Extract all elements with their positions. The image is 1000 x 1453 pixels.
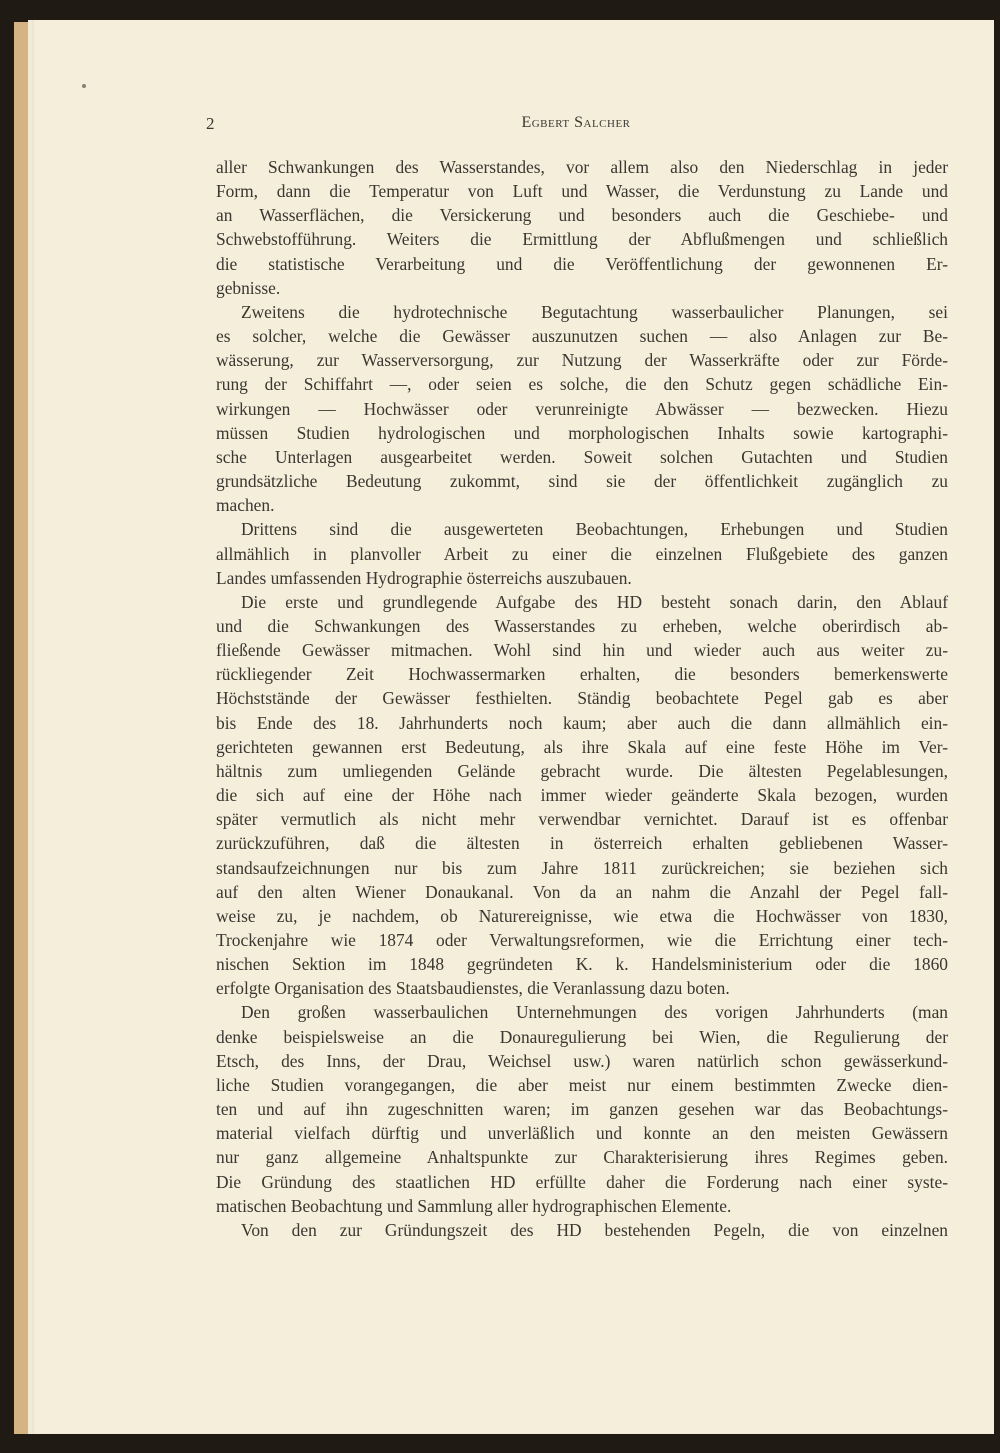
text-line: Etsch, des Inns, der Drau, Weichsel usw.) waren natürlich schon gewässerkund- — [216, 1050, 948, 1071]
paragraph — [216, 517, 948, 589]
text-line: es solcher, welche die Gewässer auszunutzen suchen — also Anlagen zur Be- — [216, 326, 948, 347]
text-line: grundsätzliche Bedeutung zukommt, sind sie der öffentlichkeit zugänglich zu — [216, 471, 948, 492]
text-line: hältnis zum umliegenden Gelände gebracht wurde. Die ältesten Pegelablesungen, — [216, 760, 948, 781]
text-line: Form, dann die Temperatur von Luft und Wasser, die Verdunstung zu Lande und — [216, 181, 948, 202]
body-text — [216, 155, 948, 1242]
text-line: rung der Schiffahrt —, oder seien es solche, die den Schutz gegen schädliche Ein- — [216, 374, 948, 395]
text-line: Zweitens die hydrotechnische Begutachtung wasserbaulicher Planungen, sei — [241, 301, 948, 322]
text-line: die statistische Verarbeitung und die Veröffentlichung der gewonnenen Er- — [216, 253, 948, 274]
text-line: nur ganz allgemeine Anhaltspunkte zur Charakterisierung ihres Regimes geben. — [216, 1147, 948, 1168]
text-line: aller Schwankungen des Wasserstandes, vor allem also den Niederschlag in jeder — [216, 157, 948, 177]
book-edge-strip — [14, 22, 29, 1434]
text-line: standsaufzeichnungen nur bis zum Jahre 1811 zurückreichen; sie beziehen sich — [216, 857, 948, 878]
text-line: Die Gründung des staatlichen HD erfüllte daher die Forderung nach einer syste- — [216, 1171, 948, 1192]
text-line: Trockenjahre wie 1874 oder Verwaltungsreformen, wie die Errichtung einer tech- — [216, 930, 948, 950]
text-line: rückliegender Zeit Hochwassermarken erhalten, die besonders bemerkenswerte — [216, 664, 948, 685]
text-line: ten und auf ihn zugeschnitten waren; im ganzen gesehen war das Beobachtungs- — [216, 1099, 948, 1120]
paragraph — [216, 1218, 948, 1242]
paragraph — [216, 155, 948, 300]
text-line: Drittens sind die ausgewerteten Beobachtungen, Erhebungen und Studien — [241, 519, 948, 540]
text-line: Landes umfassenden Hydrographie österreichs auszubauen. — [216, 567, 632, 588]
text-line: Die erste und grundlegende Aufgabe des HD besteht sonach darin, den Ablauf — [241, 591, 948, 612]
text-line: wirkungen — Hochwässer oder verunreinigte Abwässer — bezwecken. Hiezu — [216, 398, 948, 419]
text-line: wässerung, zur Wasserversorgung, zur Nutzung der Wasserkräfte oder zur Förde- — [216, 350, 948, 371]
paragraph — [216, 300, 948, 517]
text-line: gerichteten gewannen erst Bedeutung, als ihre Skala auf eine feste Höhe im Ver- — [216, 736, 948, 757]
text-line: die sich auf eine der Höhe nach immer wieder geänderte Skala bezogen, wurden — [216, 785, 948, 806]
page-header — [206, 114, 946, 136]
text-line: erfolgte Organisation des Staatsbaudienstes, die Veranlassung dazu boten. — [216, 978, 730, 999]
text-line: allmählich in planvoller Arbeit zu einer die einzelnen Flußgebiete des ganzen — [216, 543, 948, 564]
text-line: gebnisse. — [216, 277, 281, 298]
paper-speck — [82, 84, 86, 88]
text-line: sche Unterlagen ausgearbeitet werden. Soweit solchen Gutachten und Studien — [216, 446, 948, 467]
text-line: an Wasserflächen, die Versickerung und besonders auch die Geschiebe- und — [216, 205, 948, 226]
text-line: später vermutlich als nicht mehr verwendbar vernichtet. Darauf ist es offenbar — [216, 809, 948, 830]
page-number: 2 — [206, 114, 215, 133]
text-line: matischen Beobachtung und Sammlung aller hydrographischen Elemente. — [216, 1195, 732, 1216]
paragraph — [216, 590, 948, 1001]
text-line: Den großen wasserbaulichen Unternehmungen des vorigen Jahrhunderts (man — [241, 1002, 948, 1023]
text-line: bis Ende des 18. Jahrhunderts noch kaum; aber auch die dann allmählich ein- — [216, 712, 948, 733]
text-line: Von den zur Gründungszeit des HD bestehenden Pegeln, die von einzelnen — [241, 1219, 948, 1240]
text-line: machen. — [216, 495, 275, 516]
text-line: material vielfach dürftig und unverläßlich und konnte an den meisten Gewässern — [216, 1123, 948, 1144]
running-head-author: Egbert Salcher — [521, 114, 631, 131]
text-line: auf den alten Wiener Donaukanal. Von da an nahm die Anzahl der Pegel fall- — [216, 881, 948, 902]
paragraph — [216, 1000, 948, 1217]
text-line: fließende Gewässer mitmachen. Wohl sind hin und wieder auch aus weiter zu- — [216, 640, 948, 661]
text-line: nischen Sektion im 1848 gegründeten K. k. Handelsministerium oder die 1860 — [216, 954, 948, 975]
text-line: denke beispielsweise an die Donauregulierung bei Wien, die Regulierung der — [216, 1026, 948, 1047]
text-line: müssen Studien hydrologischen und morphologischen Inhalts sowie kartographi- — [216, 422, 948, 443]
text-line: und die Schwankungen des Wasserstandes zu erheben, welche oberirdisch ab- — [216, 615, 948, 636]
text-line: liche Studien vorangegangen, die aber meist nur einem bestimmten Zwecke dien- — [216, 1074, 948, 1095]
text-line: zurückzuführen, daß die ältesten in österreich erhalten gebliebenen Wasser- — [216, 833, 948, 854]
text-line: Höchststände der Gewässer festhielten. Ständig beobachtete Pegel gab es aber — [216, 688, 948, 709]
text-line: weise zu, je nachdem, ob Naturereignisse, wie etwa die Hochwässer von 1830, — [216, 905, 948, 926]
text-line: Schwebstofführung. Weiters die Ermittlung der Abflußmengen und schließlich — [216, 229, 948, 250]
